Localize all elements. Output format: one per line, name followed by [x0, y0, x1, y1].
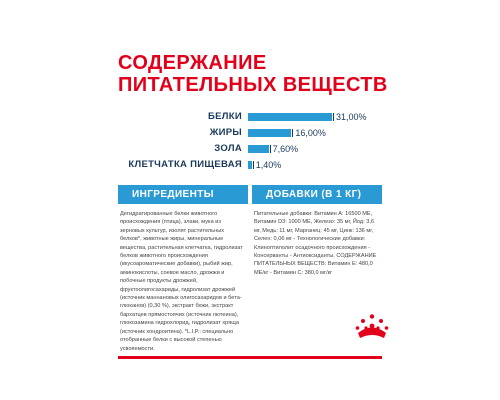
royal-canin-crown-logo — [354, 313, 390, 343]
additives-text: Питательные добавки: Витамин A: 16500 МЕ, Витамин D3: 1000 МЕ, Железо: 35 мг, Йод: 3,6 мг, Медь: 11 мг, Марганец: 45 мг, Цинк: 136 мг, Селен: 0,06 мг - Технологические добавки: Клиноптилолит осадочного происхождения - Консерванты - Антиоксиданты. СОДЕРЖАНИЕ ПИТАТЕЛЬНЫХ ВЕЩЕСТВ: Витамин Е: 480,0 МЕ/кг - Витамин С: 380,0 мг/кг — [254, 211, 377, 276]
ingredients-heading-label: ИНГРЕДИЕНТЫ — [132, 189, 214, 200]
additives-heading-label: ДОБАВКИ (В 1 КГ) — [266, 189, 362, 200]
page-title: СОДЕРЖАНИЕ ПИТАТЕЛЬНЫХ ВЕЩЕСТВ — [118, 52, 388, 96]
nutrient-label: ЖИРЫ — [209, 127, 242, 138]
nutrient-bar — [248, 161, 252, 169]
nutrient-value: 31,00% — [336, 112, 367, 122]
nutrient-value: 16,00% — [295, 128, 326, 138]
footer-divider — [118, 356, 382, 359]
nutrient-row-ash — [0, 143, 500, 155]
nutrient-label: КЛЕТЧАТКА ПИЩЕВАЯ — [128, 159, 242, 170]
nutrient-bar — [248, 129, 291, 137]
additives-heading — [252, 185, 382, 204]
nutrient-bar — [248, 145, 269, 153]
nutrient-row-fat — [0, 127, 500, 139]
nutrient-row-fiber — [0, 159, 500, 171]
nutrient-row-protein — [0, 111, 500, 123]
nutrient-label: БЕЛКИ — [208, 111, 242, 122]
ingredients-heading — [118, 185, 248, 204]
nutrient-value: 7,60% — [272, 144, 299, 154]
nutrient-bar — [248, 113, 332, 121]
nutrient-label: ЗОЛА — [214, 143, 242, 154]
ingredients-text: Дегидратированные белки животного происхождения (птица), злаки, мука из зерновых культур, изолят растительных белков*, животные жиры, минеральные вещества, растительная клетчатка, гидролизат белков животного происхождения (вкусоароматические добавки), рыбий жир, аминокислоты, соевое масло, дрожжи и побочные продукты дрожжей, фруктоолигосахариды, гидролизат дрожжей (источник маннановых олигосахаридов и бета-глюканов) (0,30 %), экстракт бхжи, экстракт бархатцев прямостоячих (источник лютеина), глюкозамина гидрохлорид, гидролизат хряща (источник хондроитина). *L.I.P.: специально отобранные белки с высокой степенью усвояемости. — [120, 211, 243, 352]
nutrient-value: 1,40% — [255, 160, 282, 170]
